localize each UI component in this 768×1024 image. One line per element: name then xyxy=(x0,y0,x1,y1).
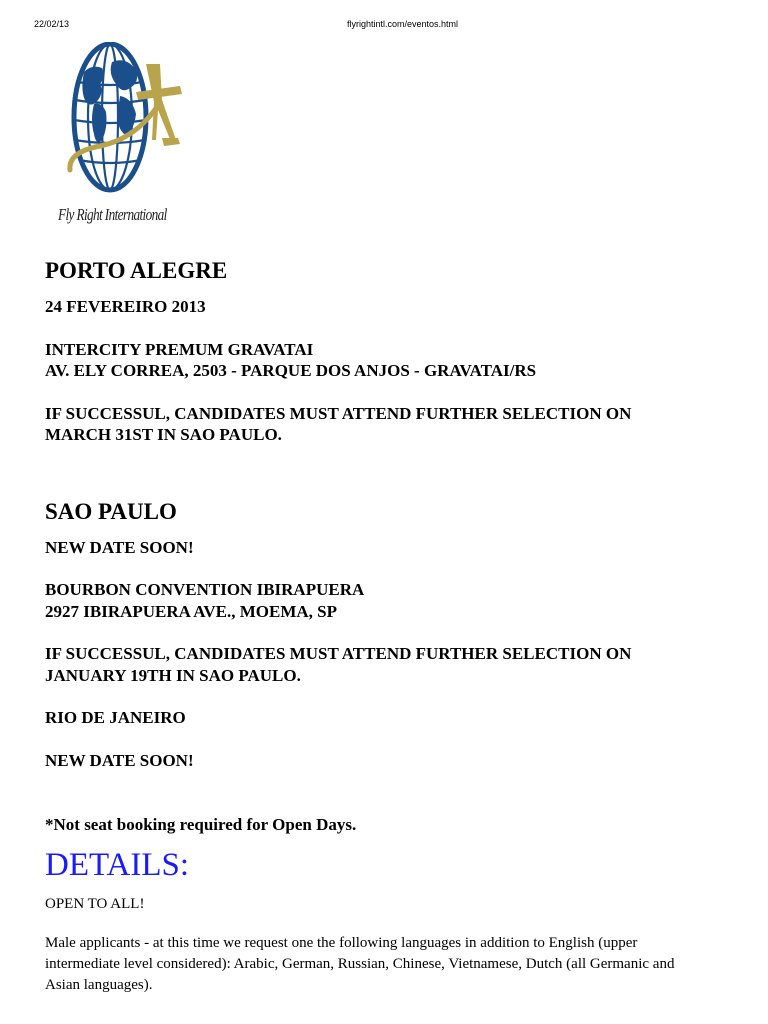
event-note-line: JANUARY 19TH IN SAO PAULO. xyxy=(45,665,301,685)
main-content xyxy=(45,256,745,996)
event-address: 2927 IBIRAPUERA AVE., MOEMA, SP xyxy=(45,601,338,621)
event-note-line: IF SUCCESSUL, CANDIDATES MUST ATTEND FURTHER SELECTION ON xyxy=(45,644,632,663)
male-applicants-text: Asian languages). xyxy=(45,976,153,993)
open-to-all-text: OPEN TO ALL! xyxy=(45,895,145,912)
booking-note: *Not seat booking required for Open Days. xyxy=(45,815,357,834)
print-url: flyrightintl.com/eventos.html xyxy=(347,19,459,29)
event-venue: BOURBON CONVENTION IBIRAPUERA xyxy=(45,580,365,599)
male-applicants-text: intermediate level considered): Arabic, German, Russian, Chinese, Vietnamese, Dutch (all Germanic and xyxy=(45,955,675,972)
logo-text: Fly Right International xyxy=(58,205,167,224)
event-date: NEW DATE SOON! xyxy=(45,750,194,770)
city-heading-porto-alegre: PORTO ALEGRE xyxy=(45,258,228,283)
event-note-line: MARCH 31ST IN SAO PAULO. xyxy=(45,425,282,444)
company-logo xyxy=(50,42,190,238)
print-date: 22/02/13 xyxy=(34,19,70,29)
event-date: NEW DATE SOON! xyxy=(45,537,194,557)
event-date: 24 FEVEREIRO 2013 xyxy=(45,297,206,316)
event-venue: INTERCITY PREMUM GRAVATAI xyxy=(45,339,314,359)
print-header xyxy=(0,19,768,33)
city-heading-sao-paulo: SAO PAULO xyxy=(45,498,177,524)
city-heading-rio: RIO DE JANEIRO xyxy=(45,708,186,727)
details-heading: DETAILS: xyxy=(45,846,190,883)
male-applicants-text: Male applicants - at this time we request one the following languages in addition to English (upper xyxy=(45,934,638,951)
event-note-line: IF SUCCESSUL, CANDIDATES MUST ATTEND FURTHER SELECTION ON xyxy=(45,403,632,423)
event-address: AV. ELY CORREA, 2503 - PARQUE DOS ANJOS - GRAVATAI/RS xyxy=(45,361,537,380)
globe-airplane-icon xyxy=(50,42,190,212)
